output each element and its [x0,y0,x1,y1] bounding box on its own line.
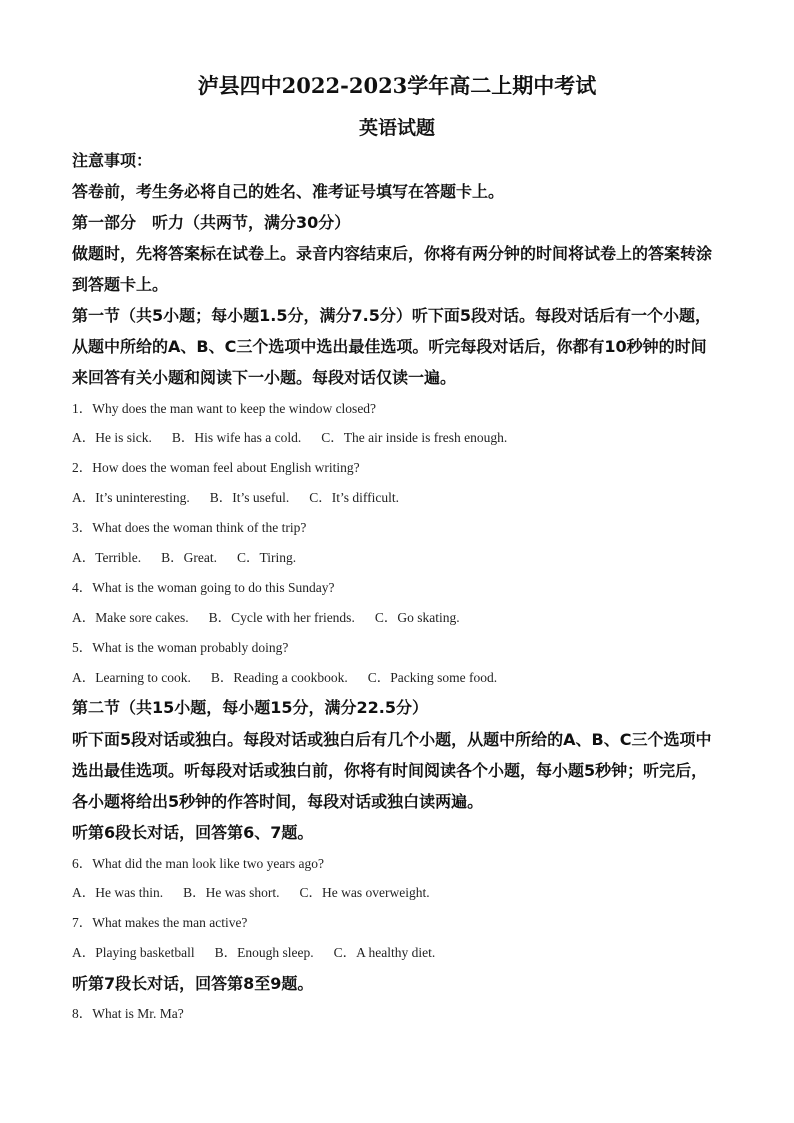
option-a: A．Make sore cakes. [72,610,189,625]
question-2-options [72,488,419,508]
question-1: 1．Why does the man want to keep the window closed? [72,401,377,416]
question-5: 5．What is the woman probably doing? [72,640,289,655]
option-c: C．The air inside is fresh enough. [321,430,508,445]
option-b: B．Cycle with her friends. [208,610,355,625]
option-c: C．Tiring. [237,550,297,565]
part1-heading: 第一部分 听力（共两节，满分30分） [72,213,351,232]
question-6-options [72,883,450,903]
section1-instruction-line: 从题中所给的A、B、C三个选项中选出最佳选项。听完每段对话后，你都有10秒钟的时间 [72,337,707,356]
option-a: A．Learning to cook. [72,670,191,685]
question-5-options [72,668,517,688]
section1-instruction-line: 来回答有关小题和阅读下一小题。每段对话仅读一遍。 [72,368,457,387]
section2-instruction-line: 选出最佳选项。听每段对话或独白前，你将有时间阅读各个小题，每小题5秒钟；听完后， [72,761,708,780]
option-a: A．He was thin. [72,885,164,900]
section2-instruction-line: 听下面5段对话或独白。每段对话或独白后有几个小题，从题中所给的A、B、C三个选项中 [72,730,712,749]
question-3-options [72,548,316,568]
option-c: C．Go skating. [374,610,460,625]
option-a: A．Playing basketball [72,945,195,960]
part1-instruction-line: 做题时，先将答案标在试卷上。录音内容结束后，你将有两分钟的时间将试卷上的答案转涂 [72,244,713,263]
section2-instruction-line: 各小题将给出5秒钟的作答时间，每段对话或独白读两遍。 [72,792,484,811]
dialogue-6-heading: 听第6段长对话，回答第6、7题。 [72,823,314,842]
exam-title: 泸县四中2022-2023学年高二上期中考试 [197,73,597,98]
option-b: B．Great. [161,550,218,565]
question-3: 3．What does the woman think of the trip? [72,520,307,535]
exam-subtitle: 英语试题 [358,117,435,139]
part1-instruction-line: 到答题卡上。 [72,275,169,294]
option-c: C．Packing some food. [367,670,498,685]
notice-item: 答卷前，考生务必将自己的姓名、准考证号填写在答题卡上。 [72,182,505,201]
question-8: 8．What is Mr. Ma? [72,1006,184,1021]
option-a: A．It’s uninteresting. [72,490,190,505]
question-1-options [72,428,527,448]
notice-heading: 注意事项： [72,151,153,170]
dialogue-7-heading: 听第7段长对话，回答第8至9题。 [72,974,314,993]
option-b: B．He was short. [183,885,280,900]
option-c: C．He was overweight. [299,885,430,900]
question-6: 6．What did the man look like two years ago? [72,856,324,871]
option-b: B．It’s useful. [209,490,290,505]
option-c: C．It’s difficult. [309,490,399,505]
question-4: 4．What is the woman going to do this Sunday? [72,580,335,595]
option-b: B．Reading a cookbook. [210,670,348,685]
question-2: 2．How does the woman feel about English writing? [72,460,360,475]
question-7-options [72,943,455,963]
option-a: A．He is sick. [72,430,152,445]
question-7: 7．What makes the man active? [72,915,248,930]
option-a: A．Terrible. [72,550,142,565]
section2-heading: 第二节（共15小题，每小题15分，满分22.5分） [72,698,429,717]
question-4-options [72,608,480,628]
section1-instruction-line: 第一节（共5小题；每小题1.5分，满分7.5分）听下面5段对话。每段对话后有一个小题， [72,306,711,325]
option-b: B．His wife has a cold. [171,430,302,445]
option-c: C．A healthy diet. [333,945,436,960]
option-b: B．Enough sleep. [214,945,314,960]
